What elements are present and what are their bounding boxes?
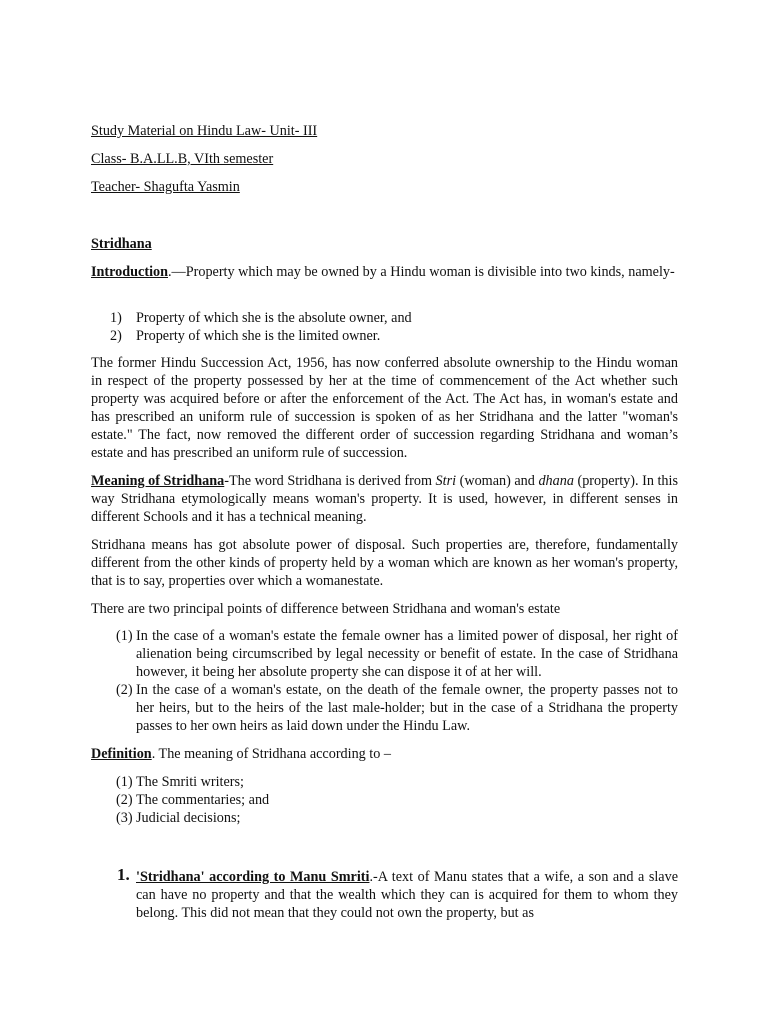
list-item xyxy=(110,309,670,327)
list-text: Judicial decisions; xyxy=(136,810,241,826)
list-text: The commentaries; and xyxy=(136,792,270,808)
list-item xyxy=(110,327,670,345)
list-text: The Smriti writers; xyxy=(136,774,244,790)
dhana-term: dhana xyxy=(538,473,574,489)
section-1-number: 1. xyxy=(117,865,130,884)
list-text: Property of which she is the limited owner. xyxy=(136,328,381,344)
two-points-paragraph: There are two principal points of difference between Stridhana and woman's estate xyxy=(91,601,561,617)
list-number: 1) xyxy=(110,310,122,326)
differences-list xyxy=(116,627,678,735)
section-1-paragraph xyxy=(136,868,678,922)
meaning-label: Meaning of Stridhana xyxy=(91,473,225,489)
study-material-title: Study Material on Hindu Law- Unit- III xyxy=(91,123,318,139)
list-number: (1) xyxy=(116,628,133,644)
definition-paragraph xyxy=(91,745,391,763)
list-number: (3) xyxy=(116,810,133,826)
intro-paragraph xyxy=(91,263,678,281)
sources-list xyxy=(116,773,616,827)
kinds-list xyxy=(110,309,670,345)
header-class xyxy=(91,150,273,168)
intro-text: .—Property which may be owned by a Hindu woman is divisible into two kinds, namely- xyxy=(168,264,675,280)
class-line: Class- B.A.LL.B, VIth semester xyxy=(91,151,274,167)
list-number: 2) xyxy=(110,328,122,344)
list-text: In the case of a woman's estate the female owner has a limited power of disposal, her right of alienation being circumscribed by legal necessity or benefit of estate. In the case of Stridhana however, it being her absolute property she can dispose it of at her will. xyxy=(136,628,678,680)
section-heading: Stridhana xyxy=(91,236,152,252)
list-number: (2) xyxy=(116,682,133,698)
meaning-paragraph xyxy=(91,472,678,526)
list-text: In the case of a woman's estate, on the death of the female owner, the property passes not to her heirs, but to the heirs of the last male-holder; but in the case of a Stridhana the property passes to her own heirs as laid down under the Hindu Law. xyxy=(136,682,678,734)
list-item xyxy=(116,627,678,681)
section-1-label: 'Stridhana' according to Manu Smriti xyxy=(136,869,370,885)
list-number: (1) xyxy=(116,774,133,790)
former-act-paragraph: The former Hindu Succession Act, 1956, has now conferred absolute ownership to the Hindu woman in respect of the property possessed by her at the time of commencement of the Act whether such property was acquired before or after the enforcement of the Act. The Act has, in woman's estate and has prescribed an uniform rule of succession is spoken of as her Stridhana and the latter "woman's estate." The fact, now removed the different order of succession regarding Stridhana and woman’s estate and has prescribed an uniform rule of succession. xyxy=(91,355,678,461)
list-item xyxy=(116,791,616,809)
heading-stridhana xyxy=(91,235,152,253)
list-item xyxy=(116,773,616,791)
list-item xyxy=(116,681,678,735)
meaning-text-3: (property). In this way Stridhana etymologically means woman's property. It is used, however, in different senses in different Schools and it has a technical meaning. xyxy=(91,473,678,525)
list-text: Property of which she is the absolute owner, and xyxy=(136,310,412,326)
intro-label: Introduction xyxy=(91,264,168,280)
meaning-text-2: (woman) and xyxy=(456,473,539,489)
absolute-power-paragraph: Stridhana means has got absolute power of disposal. Such properties are, therefore, fundamentally different from the other kinds of property held by a woman which are known as her woman's property, that is to say, properties over which a womanestate. xyxy=(91,537,678,589)
header-study-material xyxy=(91,122,317,140)
definition-text: . The meaning of Stridhana according to – xyxy=(151,746,391,762)
definition-label: Definition xyxy=(91,746,152,762)
list-item xyxy=(116,809,616,827)
list-number: (2) xyxy=(116,792,133,808)
meaning-text-1: -The word Stridhana is derived from xyxy=(224,473,436,489)
section-1-text: .-A text of Manu states that a wife, a son and a slave can have no property and that the wealth which they can is acquired for them to whom they belong. This did not mean that they could not own the property, but as xyxy=(136,869,678,921)
stri-term: Stri xyxy=(435,473,457,489)
teacher-line: Teacher- Shagufta Yasmin xyxy=(91,179,240,195)
header-teacher xyxy=(91,178,240,196)
